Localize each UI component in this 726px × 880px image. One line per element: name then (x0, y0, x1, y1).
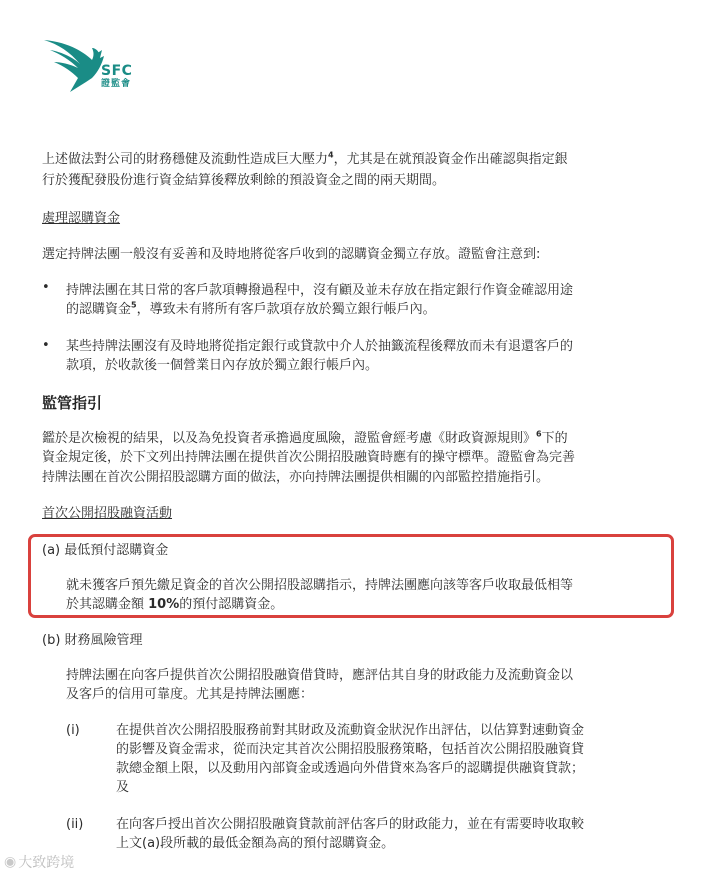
bullet-2-line-1: 某些持牌法團沒有及時地將從指定銀行或貸款中介人於抽籤流程後釋放而未有退還客戶的 (66, 339, 574, 354)
watermark-text: 大致跨境 (18, 855, 75, 871)
sub-item-ii-line-1: 在向客戶授出首次公開招股融資貸款前評估客戶的財政能力，並在有需要時收取較 (116, 817, 585, 832)
weibo-icon: ◉ (4, 854, 17, 870)
item-b-line-1: 持牌法團在向客戶提供首次公開招股融資借貸時，應評估其自身的財政能力及流動資金以 (66, 668, 574, 683)
logo-abbr: SFC (101, 63, 133, 79)
sub-item-i-line-3: 款總金額上限，以及動用內部資金或透過向外借貸來為客戶的認購提供融資貸款； (116, 761, 585, 776)
intro-line-2: 行於獲配發股份進行資金結算後釋放剩餘的預設資金之間的兩天期間。 (42, 173, 446, 188)
logo-text (101, 64, 132, 90)
item-b-title: (b) 財務風險管理 (42, 633, 143, 648)
section-title-subscription-funds: 處理認購資金 (42, 211, 121, 226)
watermark (4, 852, 74, 872)
bullet-1-marker: • (42, 280, 50, 295)
sub-item-i-marker: (i) (66, 723, 80, 738)
guidance-line-3: 持牌法團在首次公開招股認購方面的做法，亦向持牌法團提供相關的內部監控措施指引。 (42, 470, 550, 485)
bullet-1-line-2: 的認購資金$^5$，導致未有將所有客戶款項存放於獨立銀行帳戶內。 (66, 300, 436, 317)
sub-item-ii-line-2: 上文(a)段所載的最低金額為高的預付認購資金。 (116, 836, 395, 851)
heading-regulatory-guidance: 監管指引 (42, 394, 103, 412)
section1-lead: 選定持牌法團一般沒有妥善和及時地將從客戶收到的認購資金獨立存放。證監會注意到: (42, 247, 541, 262)
bullet-1-line-1: 持牌法團在其日常的客戶款項轉撥過程中，沒有顧及並未存放在指定銀行作資金確認用途 (66, 283, 574, 298)
sub-item-i-line-1: 在提供首次公開招股服務前對其財政及流動資金狀況作出評估，以估算對速動資金 (116, 723, 585, 738)
logo-chinese: 證監會 (101, 79, 132, 89)
guidance-line-1: 鑑於是次檢視的結果，以及為免投資者承擔過度風險，證監會經考慮《財政資源規則》$^6$下的 (42, 429, 568, 446)
section-title-ipo-financing: 首次公開招股融資活動 (42, 506, 173, 521)
item-b-line-2: 及客戶的信用可靠度。尤其是持牌法團應： (66, 687, 314, 702)
bullet-2-marker: • (42, 338, 50, 353)
intro-line-1: 上述做法對公司的財務穩健及流動性造成巨大壓力$^4$，尤其是在就預設資金作出確認與指定銀 (42, 150, 568, 167)
item-a-title: (a) 最低預付認購資金 (42, 543, 169, 558)
sub-item-ii-marker: (ii) (66, 817, 84, 832)
sub-item-i-line-4: 及 (116, 780, 130, 795)
item-a-line-1: 就未獲客戶預先繳足資金的首次公開招股認購指示，持牌法團應向該等客戶收取最低相等 (66, 578, 574, 593)
item-a-line-2: 於其認購金額 10%的預付認購資金。 (66, 597, 284, 612)
guidance-line-2: 資金規定後，於下文列出持牌法團在提供首次公開招股融資時應有的操守標準。證監會為完善 (42, 450, 576, 465)
bullet-2-line-2: 款項，於收款後一個營業日內存放於獨立銀行帳戶內。 (66, 358, 379, 373)
sub-item-i-line-2: 的影響及資金需求，從而決定其首次公開招股服務策略，包括首次公開招股融資貸 (116, 742, 585, 757)
